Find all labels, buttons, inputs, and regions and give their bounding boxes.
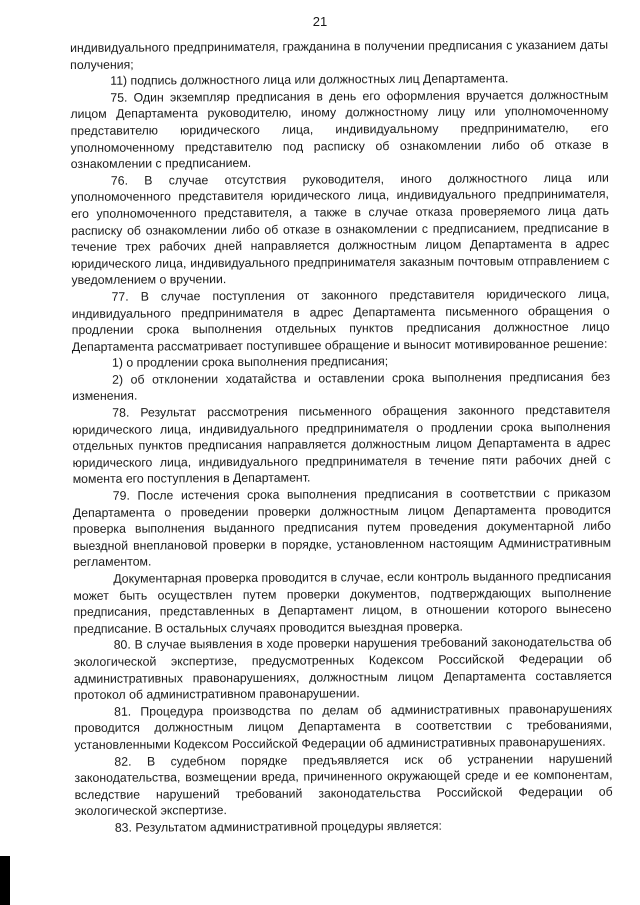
list-item: 2) об отклонении ходатайства и оставлении срока выполнения предписания без изменения. — [72, 369, 611, 404]
paragraph: 81. Процедура производства по делам об административных правонарушениях проводится должностным лицом Департамента в соответствии с требованиями, установленными Кодексом Российской Федерации об административных правонарушениях. — [74, 701, 613, 752]
page-number: 21 — [312, 14, 328, 29]
paragraph: 77. В случае поступления от законного представителя юридического лица, индивидуального предпринимателя в адрес Департамента письменного обращения о продлении срока выполнения отдельных пунктов предписания должностное лицо Департамента рассматривает поступившее обращение и выносит мотивированное решение: — [71, 286, 610, 354]
paragraph: 80. В случае выявления в ходе проверки нарушения требований законодательства об экологической экспертизе, предусмотренных Кодексом Российской Федерации об административных правонарушениях, должностным лицом Департамента составляется протокол об административном правонарушении. — [73, 635, 612, 703]
paragraph: Документарная проверка проводится в случае, если контроль выданного предписания может быть осуществлен путем проверки документов, подтверждающих выполнение предписания, представленных в Департамент лицом, в отношении которого вынесено предписание. В остальных случаях проводится выездная проверка. — [73, 568, 612, 636]
list-item: 1) о продлении срока выполнения предписания; — [111, 354, 389, 371]
paragraph: 79. После истечения срока выполнения предписания в соответствии с приказом Департамента о проведении проверки должностным лицом Департамента проводится проверка выполнения выданного предписания путем проведения документарной либо выездной внеплановой проверки в порядке, установленном настоящим Административным регламентом. — [72, 485, 612, 570]
paragraph: 75. Один экземпляр предписания в день его оформления вручается должностным лицом Департамента руководителю, иному должностному лицу или уполномоченному представителю юридического лица, индивидуальному предпринимателю, его уполномоченному представителю под расписку об ознакомлении либо об отказе в ознакомлении с предписанием. — [70, 87, 609, 172]
paragraph: 83. Результатом административной процедуры является: — [114, 818, 442, 835]
paragraph: индивидуального предпринимателя, гражданина в получении предписания с указанием даты получения; — [70, 37, 609, 72]
paragraph: 11) подпись должностного лица или должностных лиц Департамента. — [110, 71, 509, 88]
paragraph: 78. Результат рассмотрения письменного обращения законного представителя юридического лица, индивидуального предпринимателя о продлении срока выполнения отдельных пунктов предписания направляется должностным лицом Департамента в адрес юридического лица, индивидуального предпринимателя в течение пяти рабочих дней с момента его поступления в Департамент. — [72, 402, 611, 487]
scan-edge-artifact — [0, 856, 10, 905]
paragraph: 82. В судебном порядке предъявляется иск об устранении нарушений законодательства, возмещении вреда, причиненного окружающей среде и ее компонентам, вследствие нарушений требований законодательства Российской Федерации об экологической экспертизе. — [74, 751, 613, 819]
paragraph: 76. В случае отсутствия руководителя, иного должностного лица или уполномоченного представителя юридического лица, индивидуального предпринимателя, его уполномоченного представителя, а также в случае отказа проверяемого лица дать расписку об ознакомлении либо об отказе в ознакомлении с предписанием, предписание в течение трех рабочих дней направляется должностным лицом Департамента в адрес юридического лица, индивидуального предпринимателя заказным почтовым отправлением с уведомлением о вручении. — [70, 170, 610, 288]
document-body — [70, 37, 613, 837]
